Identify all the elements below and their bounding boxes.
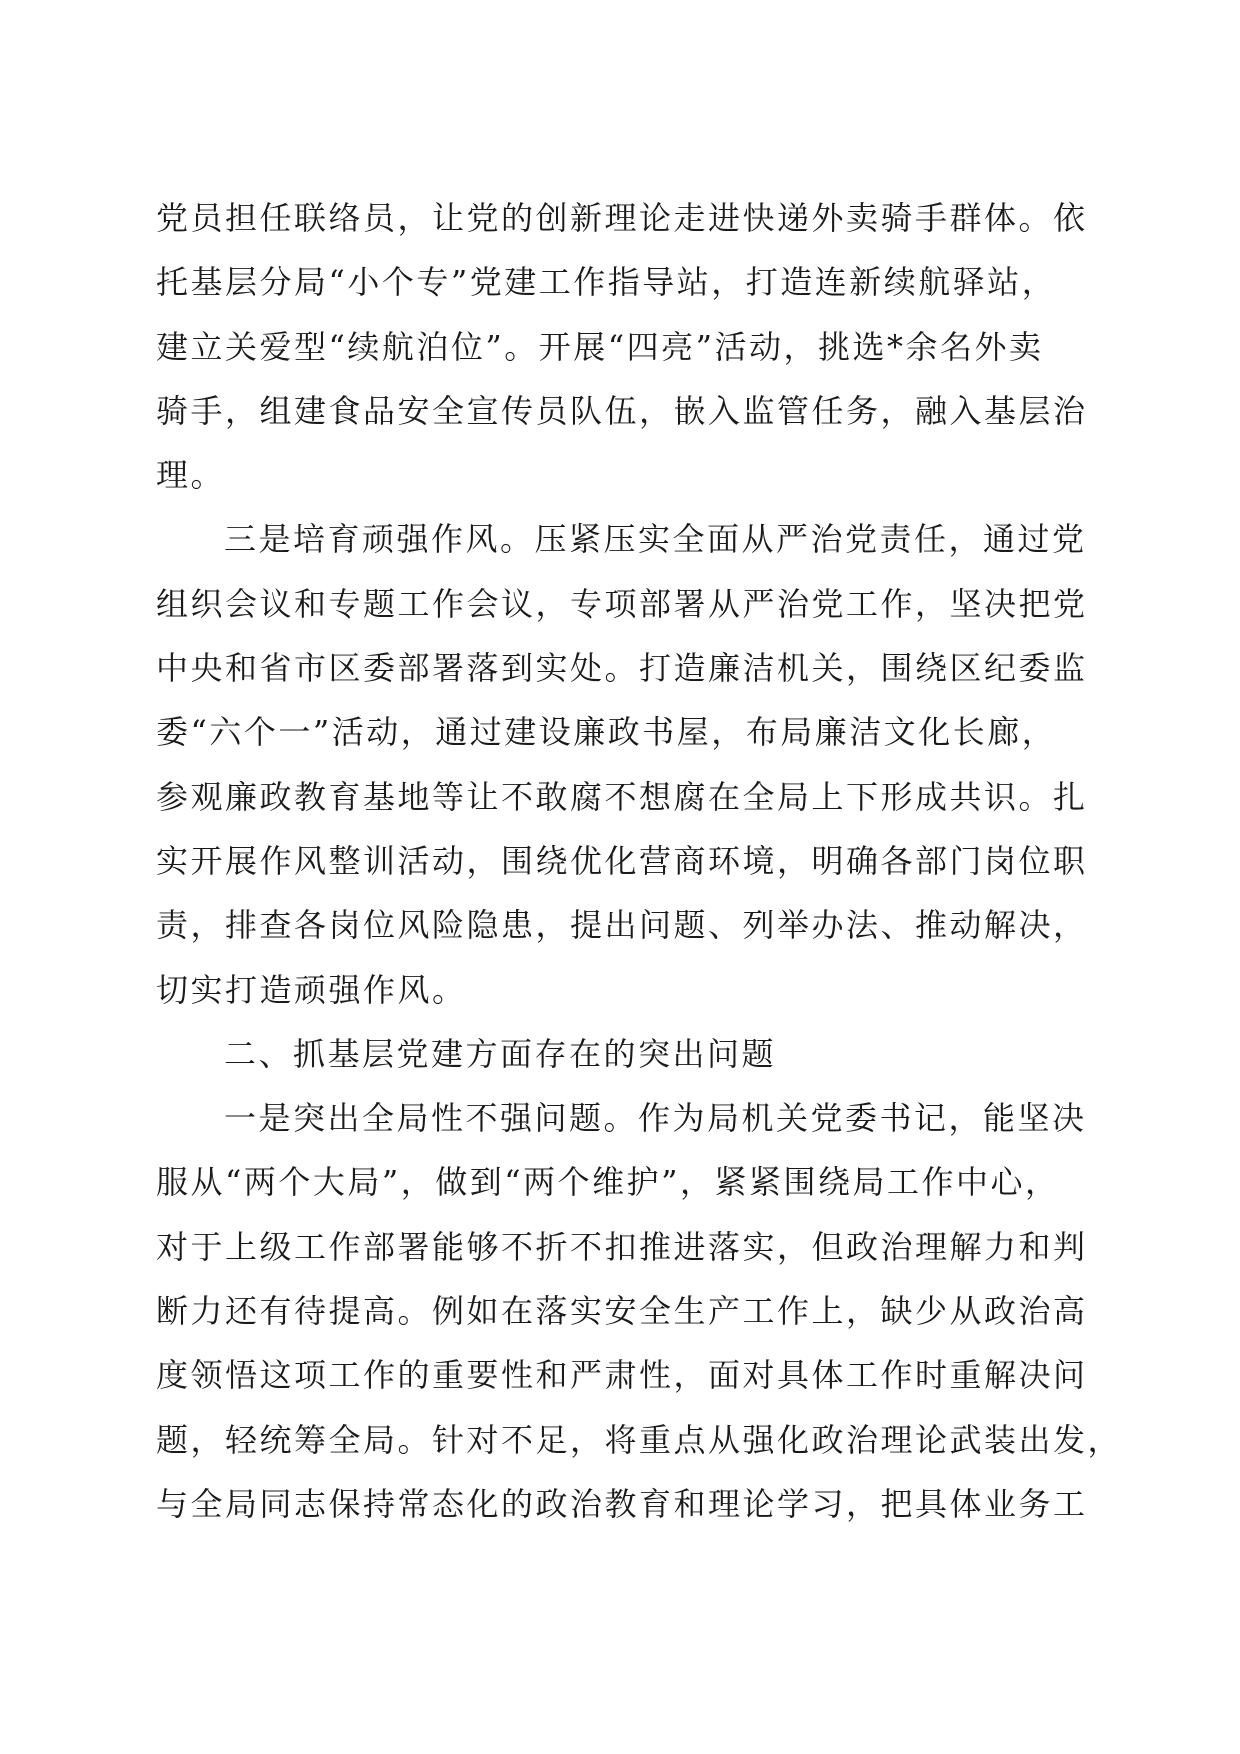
paragraph-start-line: 三是培育顽强作风。压紧压实全面从严治党责任，通过党 [224, 520, 1087, 559]
text-line: 中央和省市区委部署落到实处。打造廉洁机关，围绕区纪委监 [156, 649, 1088, 688]
paragraph-start-line: 一是突出全局性不强问题。作为局机关党委书记，能坚决 [224, 1099, 1087, 1138]
body-text [156, 186, 1123, 1536]
text-line: 组织会议和专题工作会议，专项部署从严治党工作，坚决把党 [156, 584, 1088, 623]
text-line: 对于上级工作部署能够不折不扣推进落实，但政治理解力和判 [156, 1227, 1088, 1266]
text-line: 度领悟这项工作的重要性和严肃性，面对具体工作时重解决问 [156, 1356, 1088, 1395]
text-line: 托基层分局“小个专”党建工作指导站，打造连新续航驿站， [156, 263, 1057, 302]
text-line: 参观廉政教育基地等让不敢腐不想腐在全局上下形成共识。扎 [156, 777, 1088, 816]
text-line: 骑手，组建食品安全宣传员队伍，嵌入监管任务，融入基层治 [156, 391, 1088, 430]
text-line: 建立关爱型“续航泊位”。开展“四亮”活动，挑选*余名外卖 [156, 327, 1044, 366]
text-line: 党员担任联络员，让党的创新理论走进快递外卖骑手群体。依 [156, 199, 1088, 237]
text-line: 与全局同志保持常态化的政治教育和理论学习，把具体业务工 [156, 1484, 1088, 1523]
text-line: 断力还有待提高。例如在落实安全生产工作上，缺少从政治高 [156, 1292, 1088, 1331]
text-line: 责，排查各岗位风险隐患，提出问题、列举办法、推动解决， [156, 906, 1088, 945]
text-line: 理。 [156, 456, 226, 495]
text-line: 切实打造顽强作风。 [156, 970, 467, 1009]
text-line: 实开展作风整训活动，围绕优化营商环境，明确各部门岗位职 [156, 841, 1088, 880]
text-line: 委“六个一”活动，通过建设廉政书屋，布局廉洁文化长廊， [156, 713, 1057, 752]
section-heading: 二、抓基层党建方面存在的突出问题 [224, 1034, 777, 1073]
text-line: 服从“两个大局”，做到“两个维护”，紧紧围绕局工作中心， [156, 1163, 1060, 1202]
text-line: 题，轻统筹全局。针对不足，将重点从强化政治理论武装出发， [156, 1420, 1123, 1459]
